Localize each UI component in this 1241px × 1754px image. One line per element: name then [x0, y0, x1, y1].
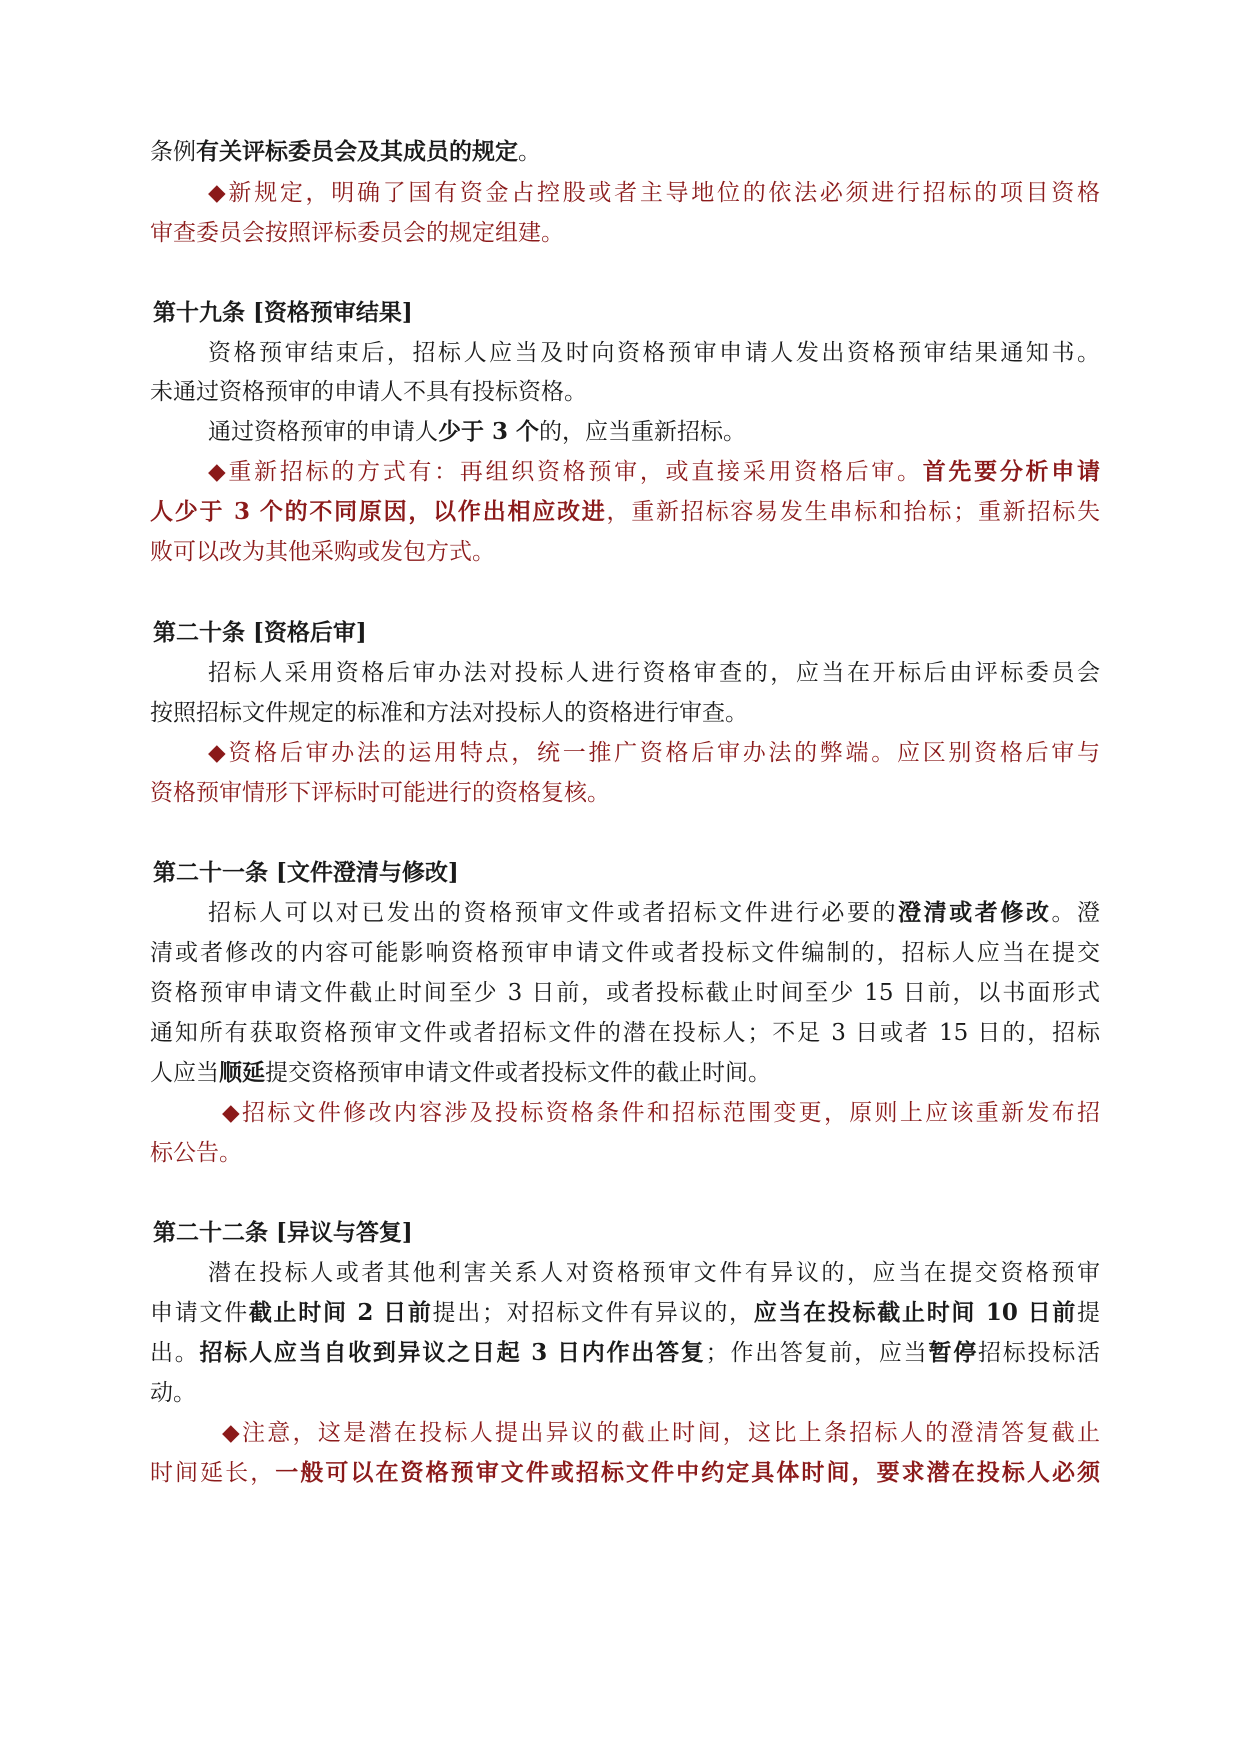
text-run: 一般可以在资格预审文件或招标文件中约定具体时间，要求潜在投标人必须 [275, 1459, 1101, 1486]
text-run: 第二十二条 [异议与答复] [153, 1219, 413, 1246]
line-26 [150, 1298, 1100, 1328]
text-run: 澄清或者修改 [898, 899, 1052, 926]
line-17 [208, 898, 1100, 928]
text-run: 按照招标文件规定的标准和方法对投标人的资格进行审查。 [150, 700, 748, 726]
text-run: 第十九条 [资格预审结果] [153, 299, 413, 326]
text-run: 。 [518, 139, 541, 165]
line-2 [208, 178, 1100, 208]
line-28 [150, 1378, 1100, 1408]
line-21 [150, 1058, 1100, 1088]
line-22 [222, 1098, 1100, 1128]
text-run: 招标人可以对已发出的资格预审文件或者招标文件进行必要的 [208, 900, 899, 926]
text-run: 出。 [150, 1340, 200, 1366]
section-heading-22 [153, 1218, 1103, 1248]
line-18 [150, 938, 1100, 968]
text-run: 有关评标委员会及其成员的规定 [196, 138, 518, 165]
line-27 [150, 1338, 1100, 1368]
text-run: ◆新规定，明确了国有资金占控股或者主导地位的依法必须进行招标的项目资格 [208, 180, 1100, 206]
text-run: 应当在投标截止时间 10 日前 [753, 1299, 1078, 1326]
line-19 [150, 978, 1100, 1008]
text-run: 提交资格预审申请文件或者投标文件的截止时间。 [265, 1060, 771, 1086]
text-run: 人少于 3 个的不同原因，以作出相应改进 [150, 498, 607, 525]
line-20 [150, 1018, 1100, 1048]
text-run: 潜在投标人或者其他利害关系人对资格预审文件有异议的，应当在提交资格预审 [208, 1260, 1100, 1286]
line-30 [150, 1458, 1100, 1488]
text-run: 未通过资格预审的申请人不具有投标资格。 [150, 379, 587, 405]
line-29 [222, 1418, 1100, 1448]
text-run: ◆注意，这是潜在投标人提出异议的截止时间，这比上条招标人的澄清答复截止 [222, 1420, 1100, 1446]
line-6 [150, 377, 1100, 407]
text-run: 的，应当重新招标。 [539, 419, 747, 445]
text-run: 资格预审申请文件截止时间至少 3 日前，或者投标截止时间至少 15 日前，以书面形式 [150, 980, 1100, 1006]
text-run: 通过资格预审的申请人 [208, 419, 438, 445]
line-13 [150, 698, 1100, 728]
text-run: 人应当 [150, 1060, 219, 1086]
text-run: 第二十一条 [文件澄清与修改] [153, 859, 459, 886]
line-7 [208, 417, 1100, 447]
text-run: 审查委员会按照评标委员会的规定组建。 [150, 220, 564, 246]
line-25 [208, 1258, 1100, 1288]
line-1 [150, 137, 1100, 167]
text-run: 通知所有获取资格预审文件或者招标文件的潜在投标人；不足 3 日或者 15 日的，招标 [150, 1020, 1100, 1046]
text-run: 标公告。 [150, 1140, 242, 1166]
line-5 [208, 338, 1100, 368]
text-run: 。澄 [1051, 900, 1101, 926]
text-run: 招标人采用资格后审办法对投标人进行资格审查的，应当在开标后由评标委员会 [208, 660, 1100, 686]
text-run: 资格预审情形下评标时可能进行的资格复核。 [150, 780, 610, 806]
text-run: 顺延 [219, 1059, 265, 1086]
text-run: ；作出答复前，应当 [705, 1340, 929, 1366]
line-15 [150, 778, 1100, 808]
line-14 [208, 738, 1100, 768]
text-run: ◆资格后审办法的运用特点，统一推广资格后审办法的弊端。应区别资格后审与 [208, 740, 1100, 766]
line-8 [208, 457, 1100, 487]
text-run: 首先要分析申请 [922, 458, 1100, 485]
text-run: 少于 3 个 [438, 418, 540, 445]
text-run: 时间延长， [150, 1460, 276, 1486]
text-run: 招标投标活 [977, 1340, 1101, 1366]
text-run: 截止时间 2 日前 [248, 1299, 433, 1326]
line-10 [150, 537, 1100, 567]
line-23 [150, 1138, 1100, 1168]
text-run: 资格预审结束后，招标人应当及时向资格预审申请人发出资格预审结果通知书。 [208, 340, 1100, 366]
line-9 [150, 497, 1100, 527]
text-run: 暂停 [928, 1339, 978, 1366]
text-run: ◆招标文件修改内容涉及投标资格条件和招标范围变更，原则上应该重新发布招 [222, 1100, 1100, 1126]
text-run: 申请文件 [150, 1300, 249, 1326]
text-run: 条例 [150, 139, 196, 165]
text-run: 败可以改为其他采购或发包方式。 [150, 539, 495, 565]
text-run: 第二十条 [资格后审] [153, 619, 367, 646]
text-run: 提 [1077, 1300, 1101, 1326]
line-12 [208, 658, 1100, 688]
text-run: ，重新招标容易发生串标和抬标；重新招标失 [606, 499, 1101, 525]
text-run: ◆重新招标的方式有：再组织资格预审，或直接采用资格后审。 [208, 459, 923, 485]
text-run: 清或者修改的内容可能影响资格预审申请文件或者投标文件编制的，招标人应当在提交 [150, 940, 1100, 966]
text-run: 招标人应当自收到异议之日起 3 日内作出答复 [199, 1339, 706, 1366]
line-3 [150, 218, 1100, 248]
section-heading-19 [153, 298, 1103, 328]
text-run: 提出；对招标文件有异议的， [432, 1300, 754, 1326]
section-heading-21 [153, 858, 1103, 888]
text-run: 动。 [150, 1380, 196, 1406]
section-heading-20 [153, 618, 1103, 648]
